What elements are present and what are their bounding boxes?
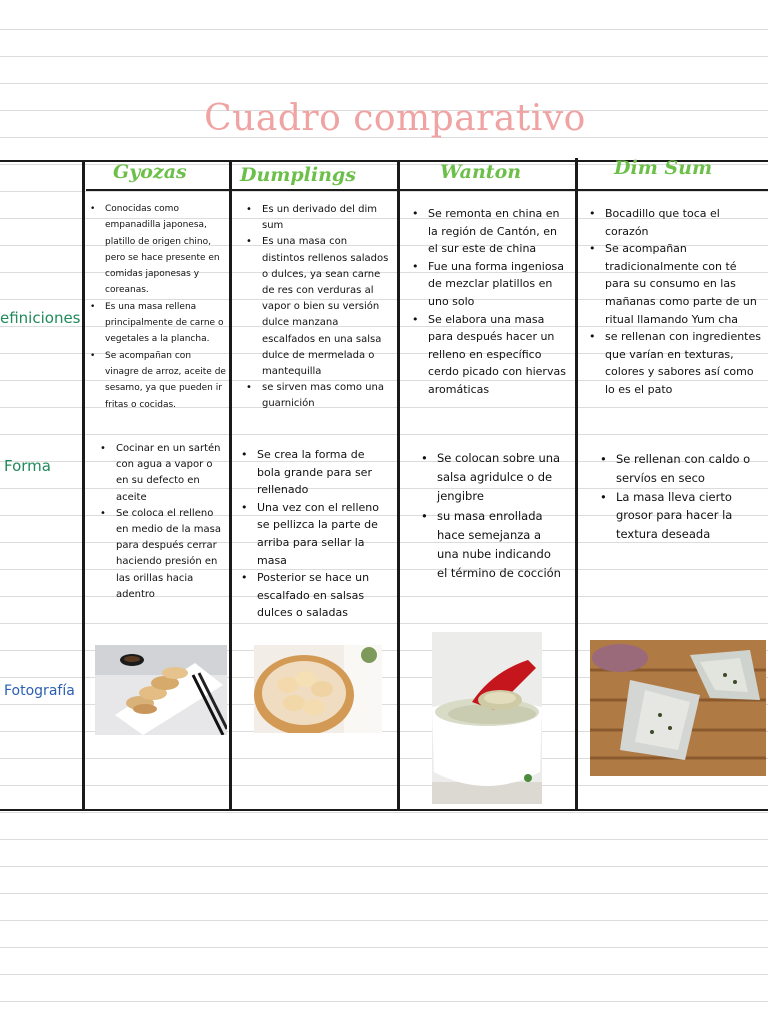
list-item: • su masa enrollada hace semejanza a una nube indicando el término de cocción <box>437 507 562 582</box>
gyoza-photo <box>95 645 227 735</box>
cell-definiciones-dumplings <box>262 202 392 413</box>
cell-forma-gyozas <box>116 441 221 603</box>
list-item: • Se rellenan con caldo o servíos en seco <box>616 450 756 488</box>
cell-definiciones-dim-sum <box>605 205 761 399</box>
list-item: • La masa lleva cierto grosor para hacer la textura deseada <box>616 488 756 544</box>
list-item: • Posterior se hace un escalfado en salsas dulces o saladas <box>257 569 385 622</box>
row-label-definiciones: efiniciones <box>0 309 81 327</box>
cell-forma-dumplings <box>257 446 385 622</box>
list-item: • Se coloca el relleno en medio de la masa para después cerrar haciendo presión en las orillas hacia adentro <box>116 506 221 603</box>
list-item: • Se acompañan con vinagre de arroz, aceite de sesamo, ya que pueden ir fritas o cocidas. <box>105 348 227 413</box>
table-bottom-border <box>0 809 768 811</box>
column-header-gyozas: Gyozas <box>113 161 187 183</box>
column-divider-1 <box>82 162 85 810</box>
list-item: • Una vez con el relleno se pellizca la parte de arriba para sellar la masa <box>257 499 385 569</box>
list-item: • Es un derivado del dim sum <box>262 202 392 234</box>
list-item: • Se remonta en china en la región de Cantón, en el sur este de china <box>428 205 568 258</box>
column-divider-2 <box>229 160 232 810</box>
wanton-soup-photo <box>432 632 542 804</box>
list-item: • Conocidas como empanadilla japonesa, platillo de origen chino, pero se hace presente en comidas japonesas y coreanas. <box>105 201 227 299</box>
list-item: • Se colocan sobre una salsa agridulce o de jengibre <box>437 449 562 505</box>
list-item: • Es una masa con distintos rellenos salados o dulces, ya sean carne de res con verduras al vapor o bien su versión dulce manzana escalfados en una salsa dulce de mermelada o mantequilla <box>262 234 392 380</box>
dumpling-steamer-photo <box>254 645 382 733</box>
column-header-dim-sum: Dim Sum <box>614 157 713 179</box>
row-label-forma: Forma <box>4 457 51 475</box>
row-label-fotografia: Fotografía <box>4 683 75 699</box>
list-item: • Se crea la forma de bola grande para ser rellenado <box>257 446 385 499</box>
cell-forma-dim-sum <box>616 450 756 544</box>
list-item: • Se elabora una masa para después hacer un relleno en específico cerdo picado con hiervas aromáticas <box>428 311 568 399</box>
list-item: • Bocadillo que toca el corazón <box>605 205 761 240</box>
dim-sum-photo <box>590 640 766 776</box>
cell-forma-wanton <box>437 449 562 583</box>
column-divider-4 <box>575 158 578 810</box>
list-item: • Es una masa rellena principalmente de carne o vegetales a la plancha. <box>105 299 227 348</box>
list-item: • se rellenan con ingredientes que varían en texturas, colores y sabores así como lo es el pato <box>605 328 761 398</box>
list-item: • Cocinar en un sartén con agua a vapor o en su defecto en aceite <box>116 441 221 506</box>
list-item: • Se acompañan tradicionalmente con té para su consumo en las mañanas como parte de un ritual llamando Yum cha <box>605 240 761 328</box>
list-item: • Fue una forma ingeniosa de mezclar platillos en uno solo <box>428 258 568 311</box>
list-item: • se sirven mas como una guarnición <box>262 380 392 412</box>
column-divider-3 <box>397 160 400 810</box>
cell-definiciones-wanton <box>428 205 568 399</box>
header-underline <box>86 189 768 191</box>
column-header-wanton: Wanton <box>440 161 522 183</box>
cell-definiciones-gyozas <box>105 201 227 413</box>
column-header-dumplings: Dumplings <box>240 164 356 186</box>
page-title: Cuadro comparativo <box>204 98 586 139</box>
